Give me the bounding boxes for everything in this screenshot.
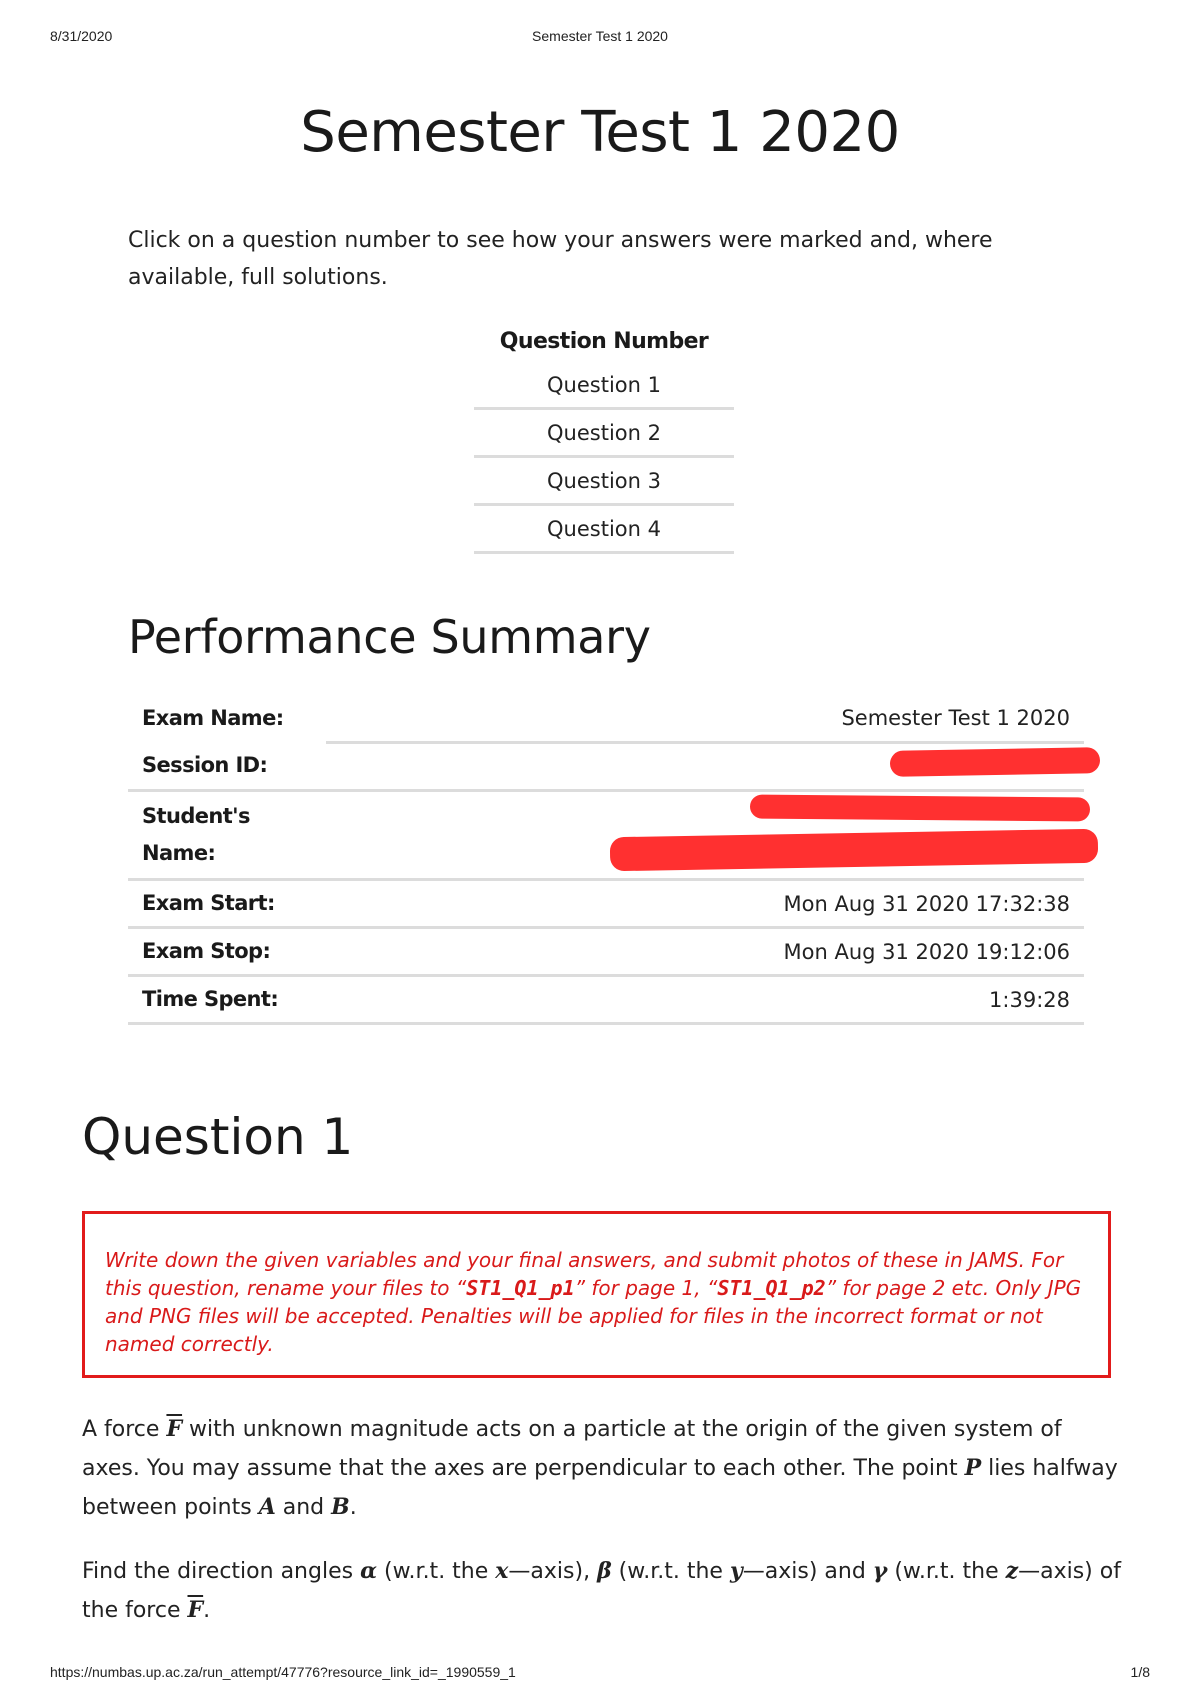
question-1-heading: Question 1 — [82, 1108, 354, 1166]
submission-warning-text: Write down the given variables and your final answers, and submit photos of these in JAMS. For this question, rename your files to “ST1_Q1_p1” for page 1, “ST1_Q1_p2” for page 2 etc. Only JPG and PNG files will be accepted. Penalties will be applied for files in the incorrect format or not named correctly. — [105, 1248, 1082, 1356]
exam-stop-value: Mon Aug 31 2020 19:12:06 — [326, 928, 1084, 976]
x-axis-symbol: x — [495, 1558, 509, 1584]
question-1-paragraph-2: Find the direction angles α (w.r.t. the x—axis), β (w.r.t. the y—axis) and γ (w.r.t. the z—axis) of the force $\overline{F}$. — [82, 1558, 1121, 1623]
question-nav-header: Question Number — [499, 328, 709, 354]
force-symbol-2: $\overline{F}$ — [187, 1597, 204, 1623]
beta-symbol: β — [597, 1558, 612, 1584]
time-spent-label: Time Spent: — [128, 976, 326, 1024]
gamma-symbol: γ — [872, 1558, 888, 1584]
print-footer — [50, 1664, 1150, 1684]
point-p-symbol: P — [964, 1455, 982, 1481]
exam-stop-label: Exam Stop: — [128, 928, 326, 976]
submission-warning-box — [82, 1211, 1111, 1378]
exam-name-label: Exam Name: — [142, 706, 284, 731]
time-spent-value: 1:39:28 — [326, 976, 1084, 1024]
redaction-session-id — [890, 747, 1100, 777]
print-header — [50, 28, 1150, 48]
question-nav-table — [474, 320, 734, 554]
exam-start-value: Mon Aug 31 2020 17:32:38 — [326, 880, 1084, 928]
print-date: 8/31/2020 — [50, 28, 113, 44]
intro-text: Click on a question number to see how your answers were marked and, where available, full solutions. — [128, 228, 993, 290]
session-id-label: Session ID: — [128, 743, 326, 791]
footer-page-number: 1/8 — [1130, 1664, 1150, 1680]
exam-start-label: Exam Start: — [128, 880, 326, 928]
question-link-4[interactable]: Question 4 — [474, 505, 734, 553]
question-link-2[interactable]: Question 2 — [474, 409, 734, 457]
redaction-student-name-1 — [750, 795, 1090, 822]
print-title: Semester Test 1 2020 — [532, 28, 668, 44]
force-symbol: $\overline{F}$ — [166, 1416, 183, 1442]
question-1-paragraph-1: A force $\overline{F}$ with unknown magnitude acts on a particle at the origin of the given system of axes. You may assume that the axes are perpendicular to each other. The point P lies halfway between points A and B. — [82, 1416, 1118, 1520]
question-link-3[interactable]: Question 3 — [474, 457, 734, 505]
question-link-1[interactable]: Question 1 — [474, 362, 734, 409]
student-name-label: Student's Name: — [128, 791, 326, 880]
filename-example-2: ST1_Q1_p2 — [717, 1276, 826, 1300]
y-axis-symbol: y — [729, 1558, 743, 1584]
performance-summary-heading: Performance Summary — [128, 610, 651, 664]
page-title: Semester Test 1 2020 — [300, 100, 900, 165]
filename-example-1: ST1_Q1_p1 — [466, 1276, 575, 1300]
alpha-symbol: α — [360, 1558, 377, 1584]
point-b-symbol: B — [331, 1494, 350, 1520]
z-axis-symbol: z — [1005, 1558, 1019, 1584]
point-a-symbol: A — [258, 1494, 276, 1520]
footer-url: https://numbas.up.ac.za/run_attempt/47776?resource_link_id=_1990559_1 — [50, 1664, 516, 1680]
exam-name-value: Semester Test 1 2020 — [326, 695, 1084, 743]
